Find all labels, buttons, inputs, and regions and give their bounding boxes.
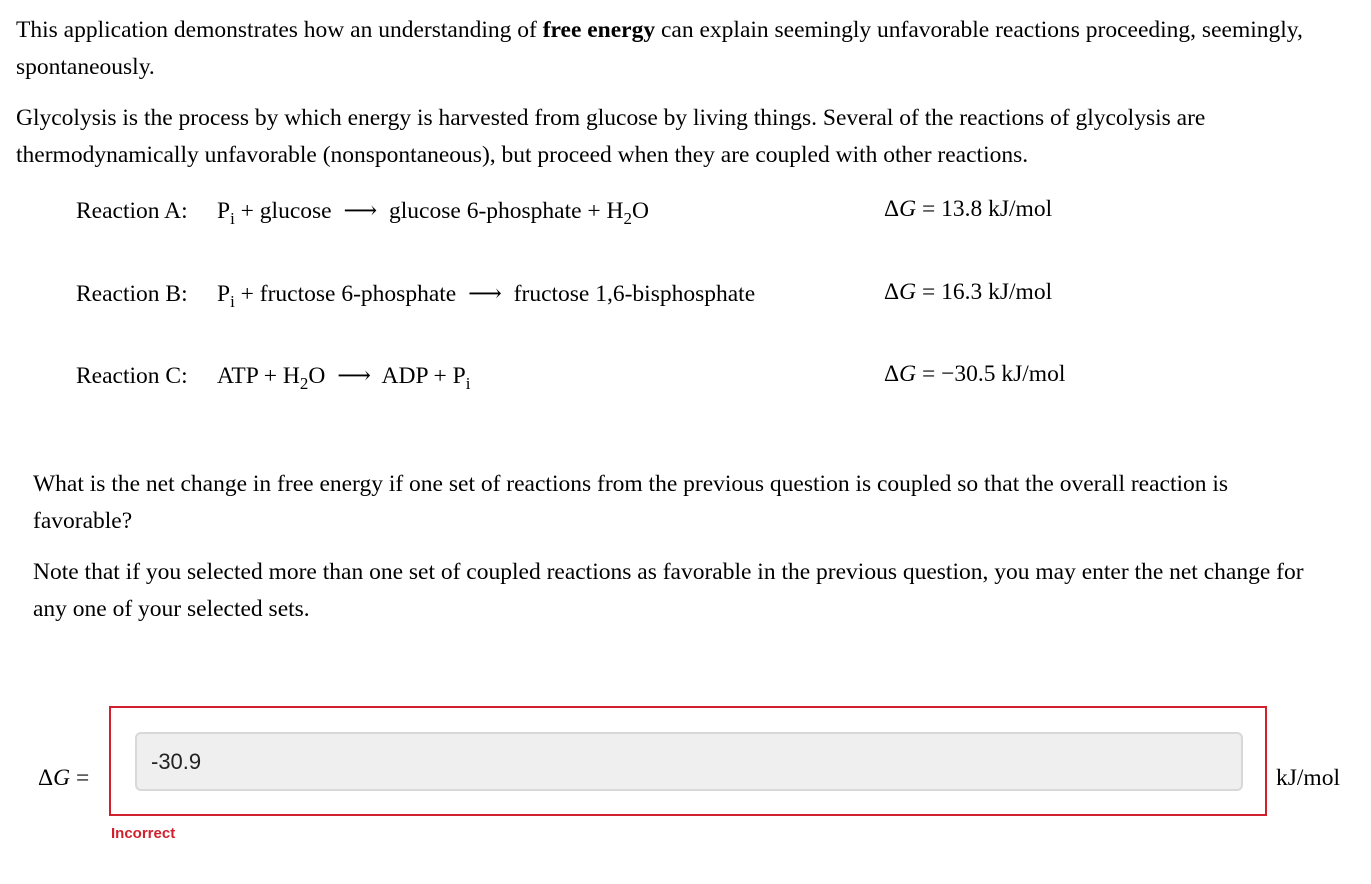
reaction-c-equation: Reaction C: ATP + $H_2O$ ⟶ ADP + $P_i$ xyxy=(76,363,471,393)
answer-delta-g-label: ΔG = xyxy=(38,765,90,791)
reaction-b-label: Reaction B: xyxy=(76,281,188,307)
reaction-c-delta-g: ΔG = −30.5 kJ/mol xyxy=(884,361,1066,387)
intro-paragraph-2: Glycolysis is the process by which energy is harvested from glucose by living things. Several of the reactions of glycolysis are thermodynamically unfavorable (nonspontaneous), but proceed when they are coupled with other reactions. xyxy=(16,105,1206,168)
reaction-arrow-icon: ⟶ xyxy=(337,363,371,389)
intro-text xyxy=(16,12,1356,174)
question-text: What is the net change in free energy if one set of reactions from the previous question is coupled so that the overall reaction is favorable? xyxy=(33,471,1229,534)
question-block xyxy=(33,466,1333,628)
reaction-arrow-icon: ⟶ xyxy=(468,281,502,307)
reaction-a-delta-g: ΔG = 13.8 kJ/mol xyxy=(884,196,1053,222)
answer-input-frame xyxy=(109,706,1267,816)
reaction-b-delta-g: ΔG = 16.3 kJ/mol xyxy=(884,279,1053,305)
question-note: Note that if you selected more than one set of coupled reactions as favorable in the previous question, you may enter the net change for any one of your selected sets. xyxy=(33,559,1304,622)
intro-paragraph-1: This application demonstrates how an understanding of free energy can explain seemingly unfavorable reactions proceeding, seemingly, spontaneously. xyxy=(16,17,1303,80)
reaction-a-equation: Reaction A: $P_i + glucose$ ⟶ glucose 6-phosphate + $H_2O$ xyxy=(76,198,649,228)
free-energy-term: free energy xyxy=(542,17,656,43)
reaction-b-equation: Reaction B: $P_i$ + fructose 6-phosphate ⟶ fructose 1,6-bisphosphate xyxy=(76,281,756,311)
answer-status-incorrect: Incorrect xyxy=(111,825,176,842)
reaction-c-label: Reaction C: xyxy=(76,363,188,389)
reaction-a-label: Reaction A: xyxy=(76,198,188,224)
reaction-arrow-icon: ⟶ xyxy=(343,198,378,224)
answer-unit: kJ/mol xyxy=(1276,765,1340,791)
delta-g-answer-input[interactable] xyxy=(135,732,1243,791)
